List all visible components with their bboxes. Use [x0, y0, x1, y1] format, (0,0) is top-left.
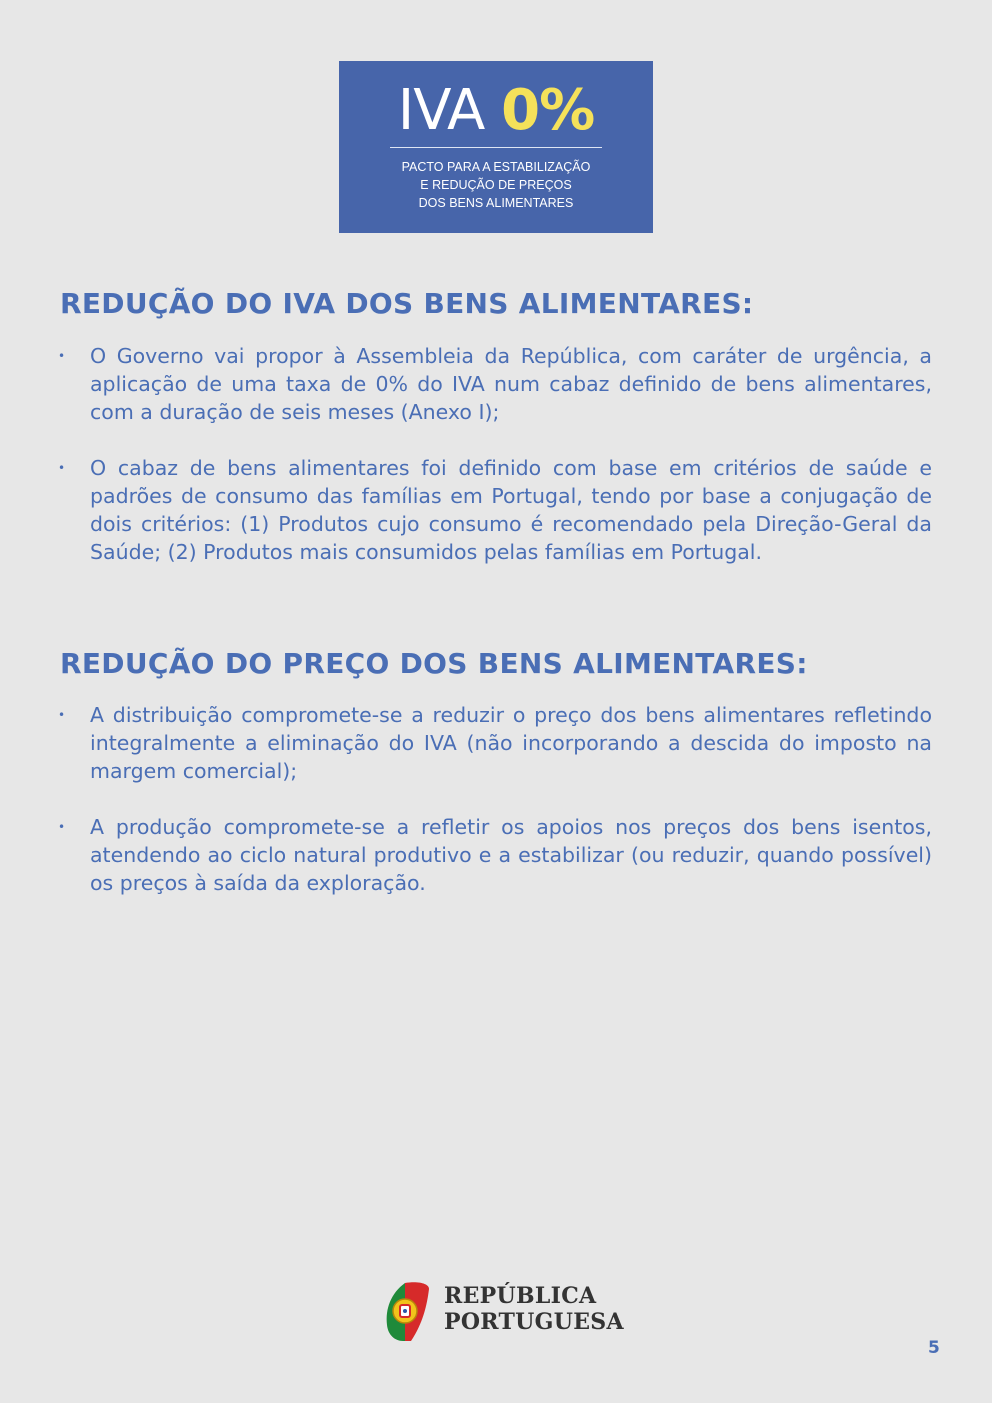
badge-subtitle-line: DOS BENS ALIMENTARES [418, 196, 574, 210]
iva-badge [339, 61, 653, 233]
republica-portuguesa-emblem-icon [383, 1279, 443, 1343]
badge-subtitle [339, 158, 653, 212]
section-heading-prices: REDUÇÃO DO PREÇO DOS BENS ALIMENTARES: [60, 647, 808, 680]
section-heading-iva: REDUÇÃO DO IVA DOS BENS ALIMENTARES: [60, 287, 754, 320]
list-item: • O Governo vai propor à Assembleia da República, com caráter de urgência, a aplicação de uma taxa de 0% do IVA num cabaz definido de bens alimentares, com a duração de seis meses (Anexo I); [90, 342, 932, 426]
badge-subtitle-line: PACTO PARA A ESTABILIZAÇÃO [401, 160, 591, 174]
page-number: 5 [928, 1338, 940, 1358]
list-item: • O cabaz de bens alimentares foi definido com base em critérios de saúde e padrões de consumo das famílias em Portugal, tendo por base a conjugação de dois critérios: (1) Produtos cujo consumo é recomendado pela Direção-Geral da Saúde; (2) Produtos mais consumidos pelas famílias em Portugal. [90, 454, 932, 566]
badge-subtitle-line: E REDUÇÃO DE PREÇOS [420, 178, 572, 192]
badge-divider [390, 147, 602, 148]
badge-title [339, 78, 653, 143]
badge-title-iva: IVA [397, 78, 485, 143]
badge-title-percent: 0% [501, 78, 595, 143]
list-item: • A produção compromete-se a refletir os apoios nos preços dos bens isentos, atendendo ao ciclo natural produtivo e a estabilizar (ou reduzir, quando possível) os preços à saída da exploração. [90, 813, 932, 897]
list-item: • A distribuição compromete-se a reduzir o preço dos bens alimentares refletindo integralmente a eliminação do IVA (não incorporando a descida do imposto na margem comercial); [90, 701, 932, 785]
wordmark-line-1: REPÚBLICA [444, 1283, 597, 1309]
republica-portuguesa-wordmark [444, 1283, 624, 1335]
bullet-list-iva [0, 342, 932, 594]
bullet-list-prices [0, 701, 932, 925]
wordmark-line-2: PORTUGUESA [444, 1309, 624, 1335]
